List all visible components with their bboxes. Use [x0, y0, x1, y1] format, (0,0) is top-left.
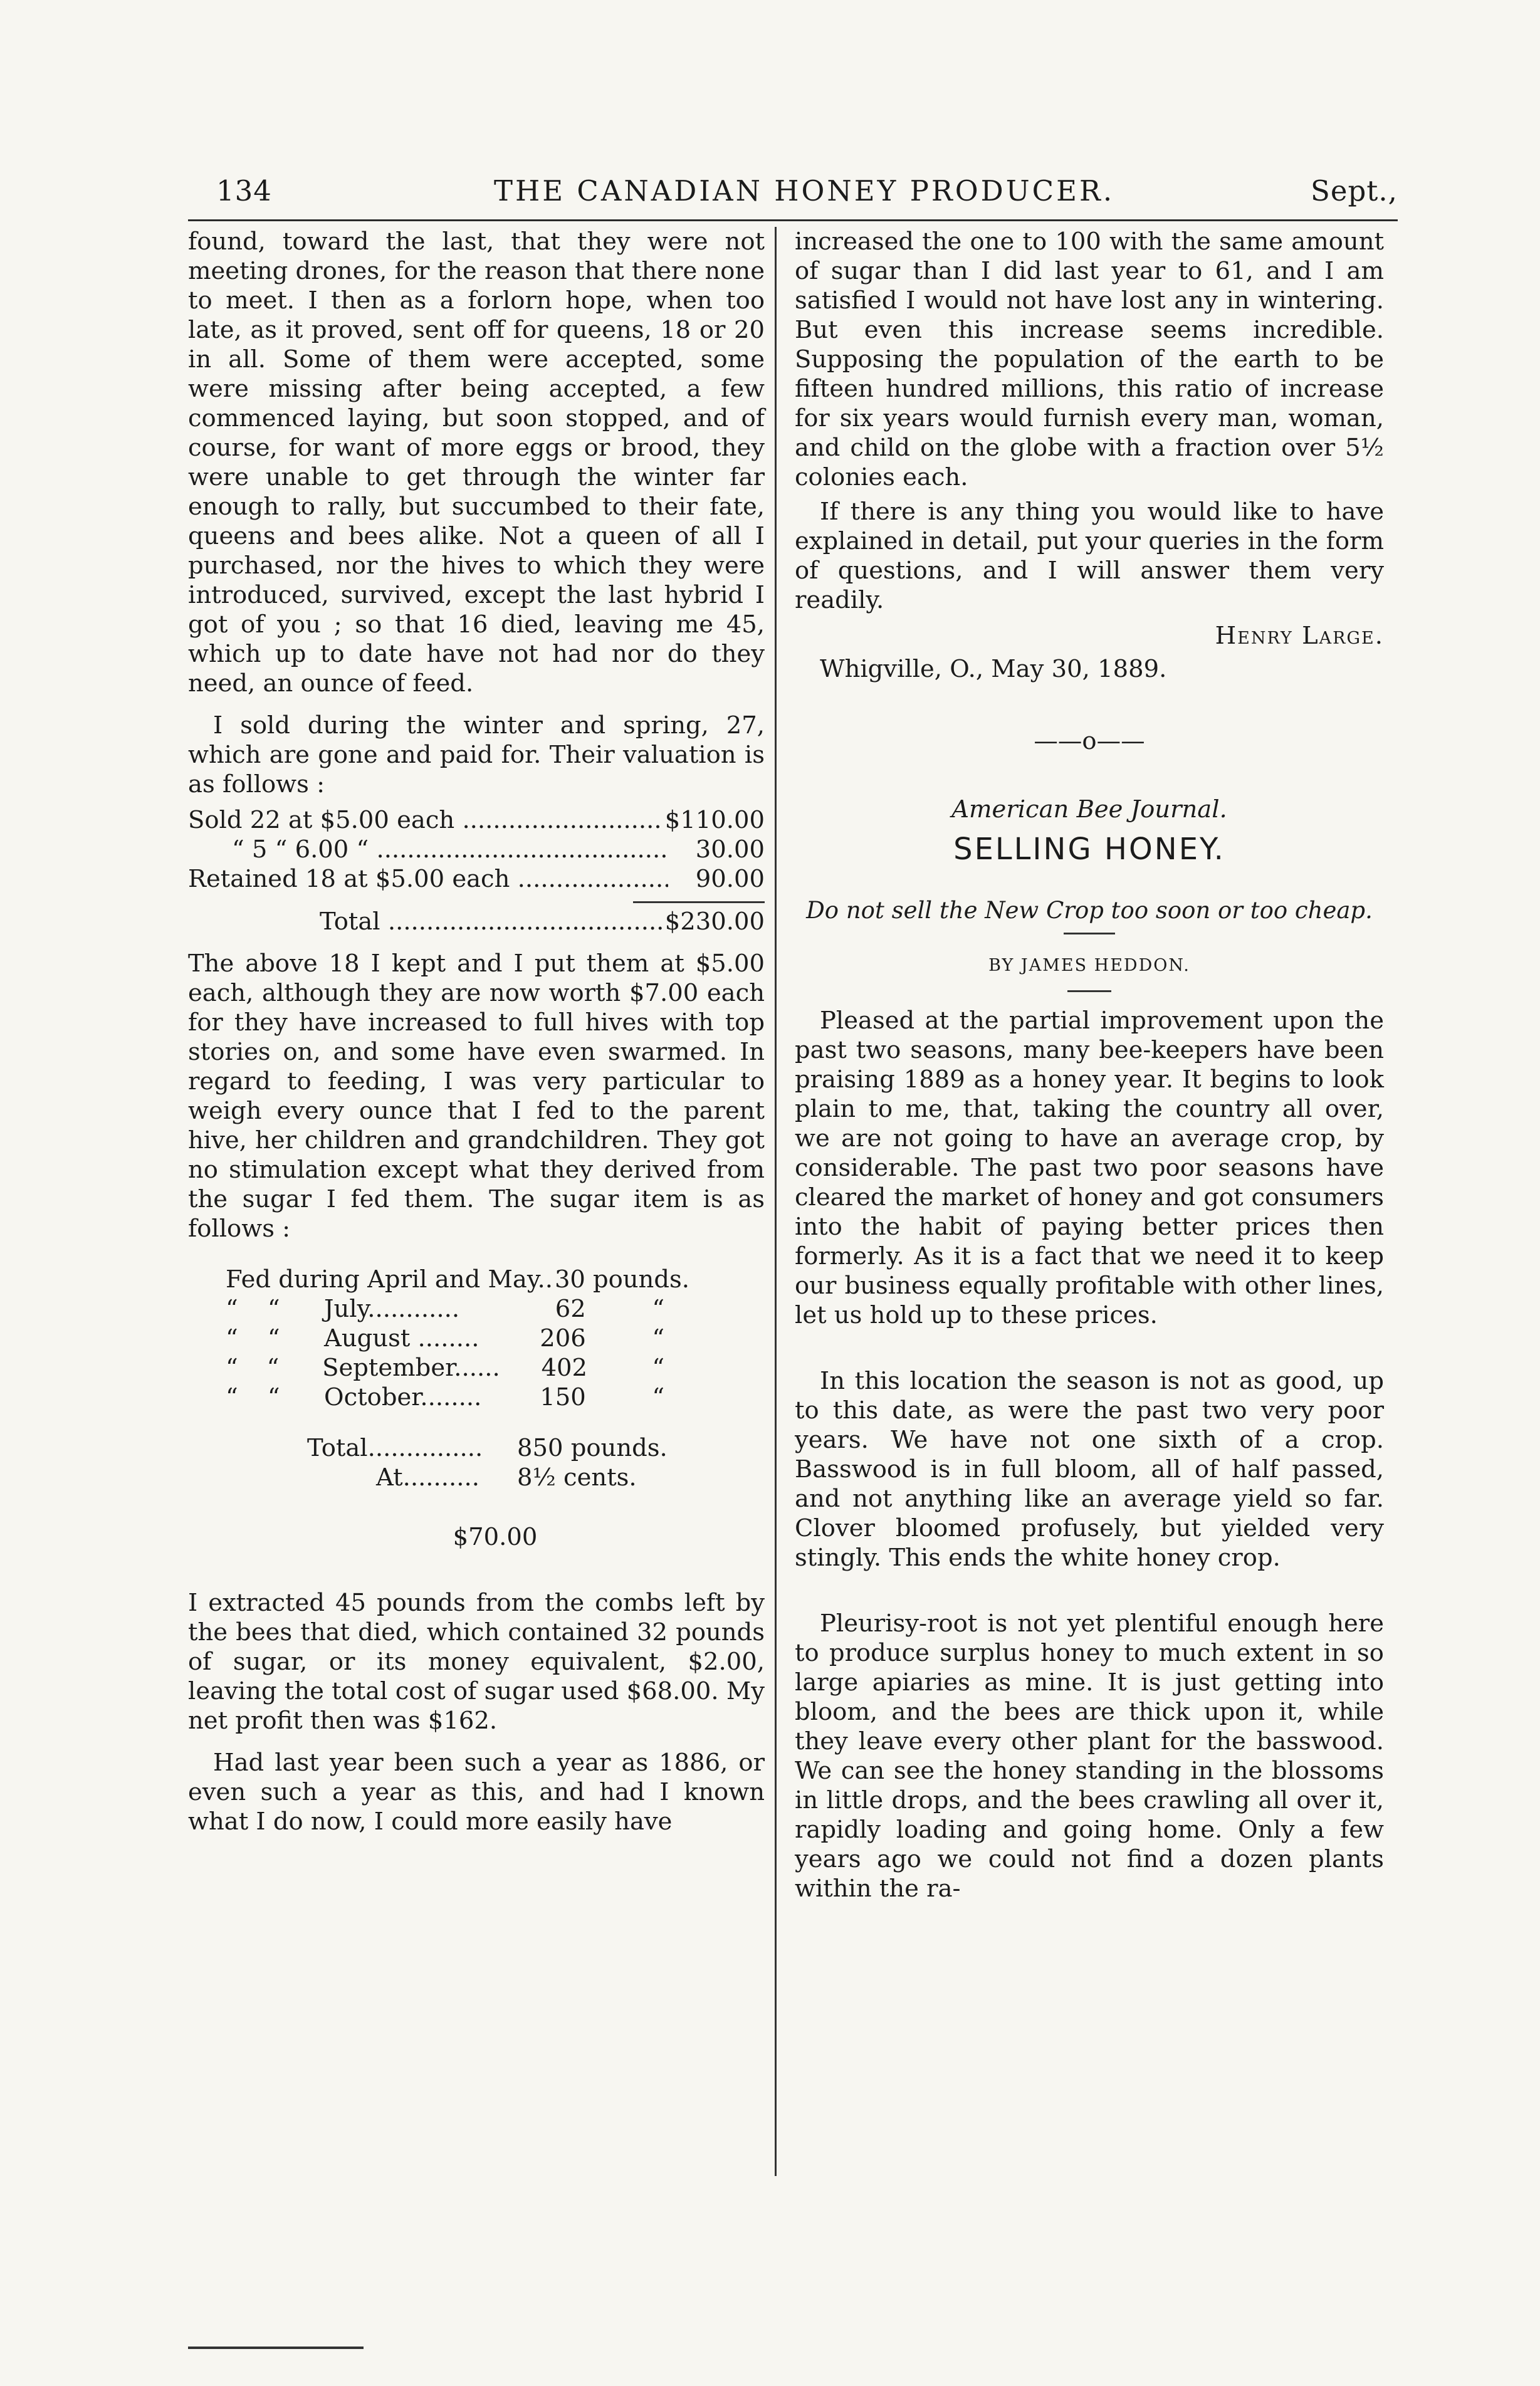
dateline: Whigville, O., May 30, 1889.	[820, 655, 1167, 683]
ditto-mark: “	[267, 1324, 280, 1353]
page-number: 134	[216, 174, 272, 207]
row-label: “ 5 “ 6.00 “ .....	[232, 835, 668, 864]
ditto-mark: “	[266, 1354, 280, 1382]
total-amount: 850 pounds.	[517, 1434, 668, 1462]
table-row	[226, 1265, 689, 1294]
paragraph: Pleased at the partial improvement upon the past two seasons, many bee-keepers have been praising 1889 as a honey year. It begins to look plain to me, that, taking the country all over, we are not going to have an average crop, by considerable. The past two poor seasons have cleared the market of honey and got consumers into the habit of paying better prices then formerly. As it is a fact that we need it to keep our business equally profitable with other lines, let us hold up to these prices.	[795, 1007, 1384, 1329]
row-unit: “	[652, 1354, 665, 1382]
row-amount: $110.00	[664, 806, 765, 834]
ditto-mark: “	[226, 1383, 238, 1411]
author-signature: Henry Large.	[1215, 622, 1384, 650]
right-column	[795, 227, 1384, 1903]
table-row	[188, 805, 765, 835]
total-label: Total .....	[320, 907, 663, 936]
column-divider	[775, 227, 777, 2176]
month-label: September......	[322, 1354, 500, 1382]
row-label	[226, 1265, 553, 1294]
divider	[1067, 990, 1111, 992]
byline: BY JAMES HEDDON.	[988, 956, 1190, 975]
row-amount: 62	[555, 1295, 586, 1323]
header-rule	[188, 219, 1398, 221]
footer-rule	[188, 2347, 364, 2349]
row-label: Sold 22 at $5.00 each .....	[188, 805, 663, 835]
table-row	[226, 1353, 689, 1383]
row-amount: 30	[554, 1265, 585, 1294]
table-row	[188, 835, 765, 864]
month-label: April and May..	[367, 1265, 553, 1294]
month-label: July............	[324, 1295, 460, 1323]
row-label: Retained 18 at $5.00 each .....	[188, 864, 668, 894]
rate-label: At..........	[376, 1463, 479, 1492]
paragraph: found, toward the last, that they were not meeting drones, for the reason that there none to meet. I then as a forlorn hope, when too late, as it proved, sent off for queens, 18 or 20 in all. Some of them were accepted, some were missing after being accepted, a few commenced laying, but soon stopped, and of course, for want of more eggs or brood, they were unable to get through the winter far enough to rally, but succumbed to their fate, queens and bees alike. Not a queen of all I purchased, nor the hives to which they were introduced, survived, except the last hybrid I got of you ; so that 16 died, leaving me 45, which up to date have not had nor do they need, an ounce of feed.	[188, 228, 765, 698]
total-label: Total...............	[307, 1434, 483, 1462]
issue-month: Sept.,	[1311, 174, 1398, 207]
section-ornament: ——o——	[1034, 727, 1145, 755]
table-row	[188, 864, 765, 894]
ditto-mark: Fed during	[226, 1265, 360, 1294]
ditto-mark: “	[226, 1324, 238, 1353]
paragraph: I sold during the winter and spring, 27, which are gone and paid for. Their valuation is as follows :	[188, 711, 765, 798]
paragraph: increased the one to 100 with the same amount of sugar than I did last year to 61, and I am satisfied I would not have lost any in wintering. But even this increase seems incredible. Supposing the population of the earth to be fifteen hundred millions, this ratio of increase for six years would furnish every man, woman, and child on the globe with a fraction over 5½ colonies each.	[795, 228, 1384, 491]
paragraph: I extracted 45 pounds from the combs left by the bees that died, which contained 32 pounds of sugar, or its money equivalent, $2.00, leaving the total cost of sugar used $68.00. My net profit then was $162.	[188, 1589, 765, 1735]
ditto-mark: “	[267, 1295, 280, 1323]
table-row	[226, 1383, 689, 1412]
ditto-mark: “	[267, 1383, 280, 1411]
row-unit: “	[652, 1295, 664, 1323]
valuation-table	[188, 805, 765, 936]
row-amount: 206	[540, 1324, 586, 1353]
sugar-table	[226, 1265, 689, 1412]
ditto-mark: “	[226, 1354, 238, 1382]
ditto-mark: “	[226, 1295, 238, 1323]
paragraph: In this location the season is not as good, up to this date, as were the past two very poor years. We have not one sixth of a crop. Basswood is in full bloom, all of half passed, and not anything like an average yield so far. Clover bloomed profusely, but yielded very stingly. This ends the white honey crop.	[795, 1367, 1384, 1572]
table-row	[226, 1324, 689, 1353]
paragraph: Pleurisy-root is not yet plentiful enough here to produce surplus honey to much extent in so large apiaries as mine. It is just getting into bloom, and the bees are thick upon it, while they leave every other plant for the basswood. We can see the honey standing in the blossoms in little drops, and the bees crawling all over it, rapidly loading and going home. Only a few years ago we could not find a dozen plants within the ra-	[795, 1609, 1384, 1903]
sum-rule	[633, 901, 765, 903]
month-label: October........	[324, 1383, 482, 1411]
article-title: SELLING HONEY.	[953, 832, 1225, 867]
rate-row	[307, 1463, 658, 1492]
divider	[1064, 933, 1115, 934]
source-journal: American Bee Journal.	[951, 795, 1227, 824]
row-amount: 150	[540, 1383, 586, 1411]
running-title: THE CANADIAN HONEY PRODUCER.	[494, 174, 1115, 207]
row-amount: 30.00	[695, 835, 765, 864]
row-amount: 402	[541, 1354, 588, 1382]
sugar-total	[307, 1433, 668, 1492]
total-row	[188, 907, 765, 936]
sugar-cost: $70.00	[453, 1523, 538, 1551]
paragraph: Had last year been such a year as 1886, or even such a year as this, and had I known what I do now, I could more easily have	[188, 1749, 765, 1836]
article-subtitle: Do not sell the New Crop too soon or too cheap.	[806, 897, 1373, 924]
total-row	[307, 1433, 668, 1463]
paragraph: The above 18 I kept and I put them at $5.00 each, although they are now worth $7.00 each for they have increased to full hives with top stories on, and some have even swarmed. In regard to feeding, I was very particular to weigh every ounce that I fed to the parent hive, her children and grandchildren. They got no stimulation except what they derived from the sugar I fed them. The sugar item is as follows :	[188, 950, 765, 1243]
row-unit: “	[652, 1324, 664, 1353]
row-unit: pounds.	[592, 1265, 689, 1294]
row-unit: “	[652, 1383, 664, 1411]
table-row	[226, 1294, 689, 1324]
total-amount: $230.00	[664, 908, 765, 936]
paragraph: If there is any thing you would like to have explained in detail, put your queries in the form of questions, and I will answer them very readily.	[795, 498, 1384, 614]
left-column	[188, 227, 765, 1836]
rate-value: 8½ cents.	[517, 1463, 637, 1492]
page-header	[188, 174, 1398, 212]
row-amount: 90.00	[695, 865, 765, 893]
month-label: August ........	[324, 1324, 479, 1353]
